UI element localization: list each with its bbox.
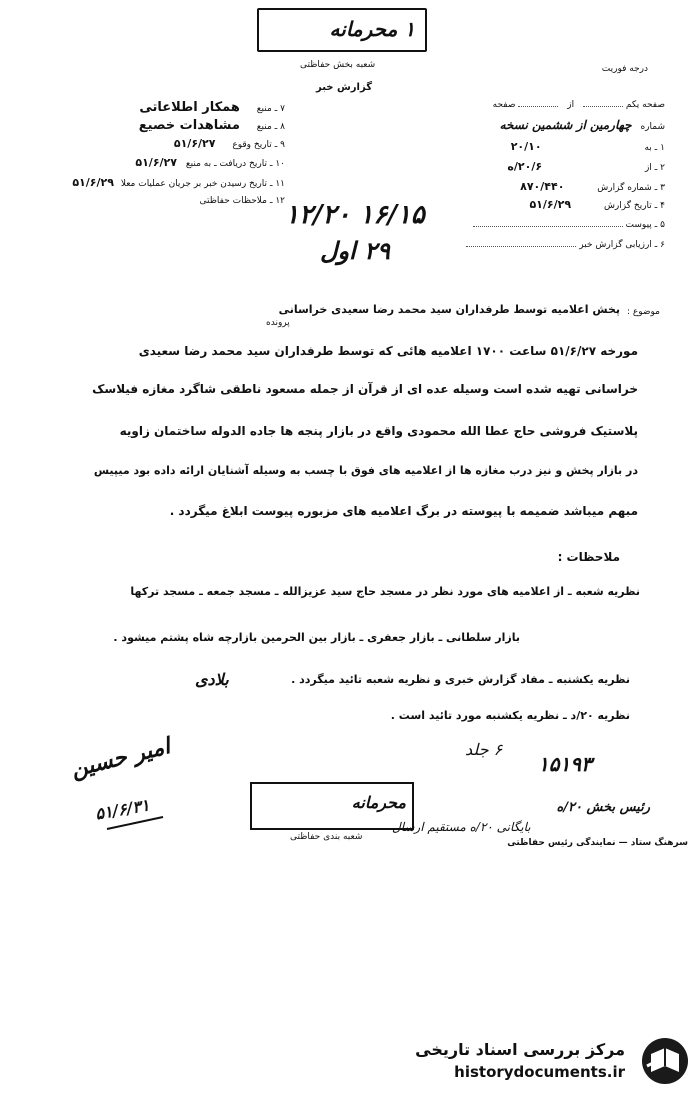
bottom-stamp-text: محرمانه — [351, 793, 406, 812]
subject-label: موضوع : — [626, 307, 660, 317]
report-body — [38, 340, 638, 540]
archive-logo-icon — [637, 1036, 691, 1086]
bottom-stamp — [250, 782, 414, 830]
notes-title: ملاحظات : — [557, 550, 620, 564]
watermark-url: historydocuments.ir — [454, 1063, 625, 1081]
body-line: خراسانی تهیه شده است وسیله عده ای از قرآن از جمله مسعود ناطقی شاگرد مغازه فیلاسک — [92, 382, 638, 396]
field-1: ۱ ـ به ۲۰/۱۰ — [510, 140, 665, 153]
signature-sub: سرهنگ ستاد — نمایندگی رئیس حفاظتی — [507, 838, 688, 848]
note-line: نظریه ۲۰/د ـ نظریه یکشنبه مورد تائید است . — [390, 709, 630, 722]
signature-block: رئیس بخش ۲۰/ه — [556, 800, 650, 815]
department-label: شعبه بخش حفاظتی — [300, 60, 376, 70]
field-12: ۱۲ ـ ملاحظات حفاظتی — [199, 196, 285, 206]
notes-section — [55, 585, 640, 725]
body-line: مورخه ۵۱/۶/۲۷ ساعت ۱۷۰۰ اعلامیه هائی که توسط طرفداران سید محمد رضا سعیدی — [138, 344, 638, 358]
subject-text: پخش اعلامیه توسط طرفداران سید محمد رضا سعیدی خراسانی — [278, 303, 620, 316]
handwritten-number-sub: ۲۹ اول — [320, 236, 390, 265]
note-line: نظریه شعبه ـ از اعلامیه های مورد نظر در مسجد حاج سید عزیزالله ـ مسجد جمعه ـ مسجد ترکها — [130, 585, 640, 598]
body-line: مبهم میباشد ضمیمه با پیوسته در برگ اعلامیه های مزبوره پیوست ابلاغ میگردد . — [169, 504, 638, 518]
left-fields — [30, 100, 285, 220]
date-mark: ۱۵۱۹۳ — [538, 752, 592, 776]
classification-stamp — [257, 8, 427, 52]
field-11: ۱۱ ـ تاریخ رسیدن خبر بر جریان عملیات معلا ۵۱/۶/۲۹ — [72, 176, 285, 189]
field-5: ۵ ـ پیوست — [473, 220, 665, 230]
left-signature-date: ۵۱/۶/۳۱ — [93, 795, 151, 824]
priority-label: درجه فوریت — [601, 64, 648, 74]
note-line: بازار سلطانی ـ بازار جعفری ـ بازار بین الحرمین بازارچه شاه پشتم میشود . — [113, 631, 520, 644]
field-7: ۷ ـ منبع همکار اطلاعاتی — [139, 100, 285, 115]
form-title: گزارش خبر — [316, 82, 373, 93]
bottom-stamp-sub: شعبه بندی حفاظتی — [290, 832, 363, 842]
subject-note: پرونده — [266, 318, 290, 328]
field-2: ۲ ـ از ۲۰/۶/ه — [507, 160, 665, 173]
right-fields — [395, 100, 665, 250]
handwritten-number: ۱۲/۲۰ ۱۶/۱۵ — [285, 200, 425, 230]
field-9: ۹ ـ تاریخ وقوع ۵۱/۶/۲۷ — [173, 137, 285, 150]
signature-underline — [105, 815, 165, 835]
body-line: در بازار پخش و نیز درب مغازه ها از اعلامیه های فوق با چسب به وسیله آشنایان ارائه داده بود میپیس — [93, 464, 638, 477]
date-mark-sub: ۶ جلد — [465, 740, 503, 759]
distribution-note: بایگانی ۲۰/ه مستقیم ارسال — [392, 820, 531, 834]
field-8: ۸ ـ منبع مشاهدات خصیع — [138, 118, 285, 133]
field-3: ۳ ـ شماره گزارش ۸۷۰/۴۴۰ — [520, 180, 665, 193]
classification-stamp-text: ۱ محرمانه — [329, 17, 415, 41]
watermark — [415, 1036, 695, 1088]
field-copy: شماره چهارمین از ششمین نسخه — [499, 118, 665, 132]
field-page: صفحه یکم از صفحه — [492, 100, 665, 110]
field-4: ۴ ـ تاریخ گزارش ۵۱/۶/۲۹ — [529, 198, 665, 211]
signature-right: بلادی — [195, 670, 229, 689]
body-line: پلاستیک فروشی حاج عطا الله محمودی واقع در بازار پنجه ها جاده الدوله ساختمان زاویه — [119, 424, 638, 438]
note-line: نظریه یکشنبه ـ مفاد گزارش خبری و نظریه شعبه تائید میگردد . — [291, 673, 630, 686]
field-10: ۱۰ ـ تاریخ دریافت ـ به منبع ۵۱/۶/۲۷ — [135, 156, 285, 169]
left-signature: امیر حسین — [68, 733, 173, 783]
watermark-title: مرکز بررسی اسناد تاریخی — [415, 1040, 625, 1059]
field-6: ۶ ـ ارزیابی گزارش خبر — [466, 240, 665, 250]
